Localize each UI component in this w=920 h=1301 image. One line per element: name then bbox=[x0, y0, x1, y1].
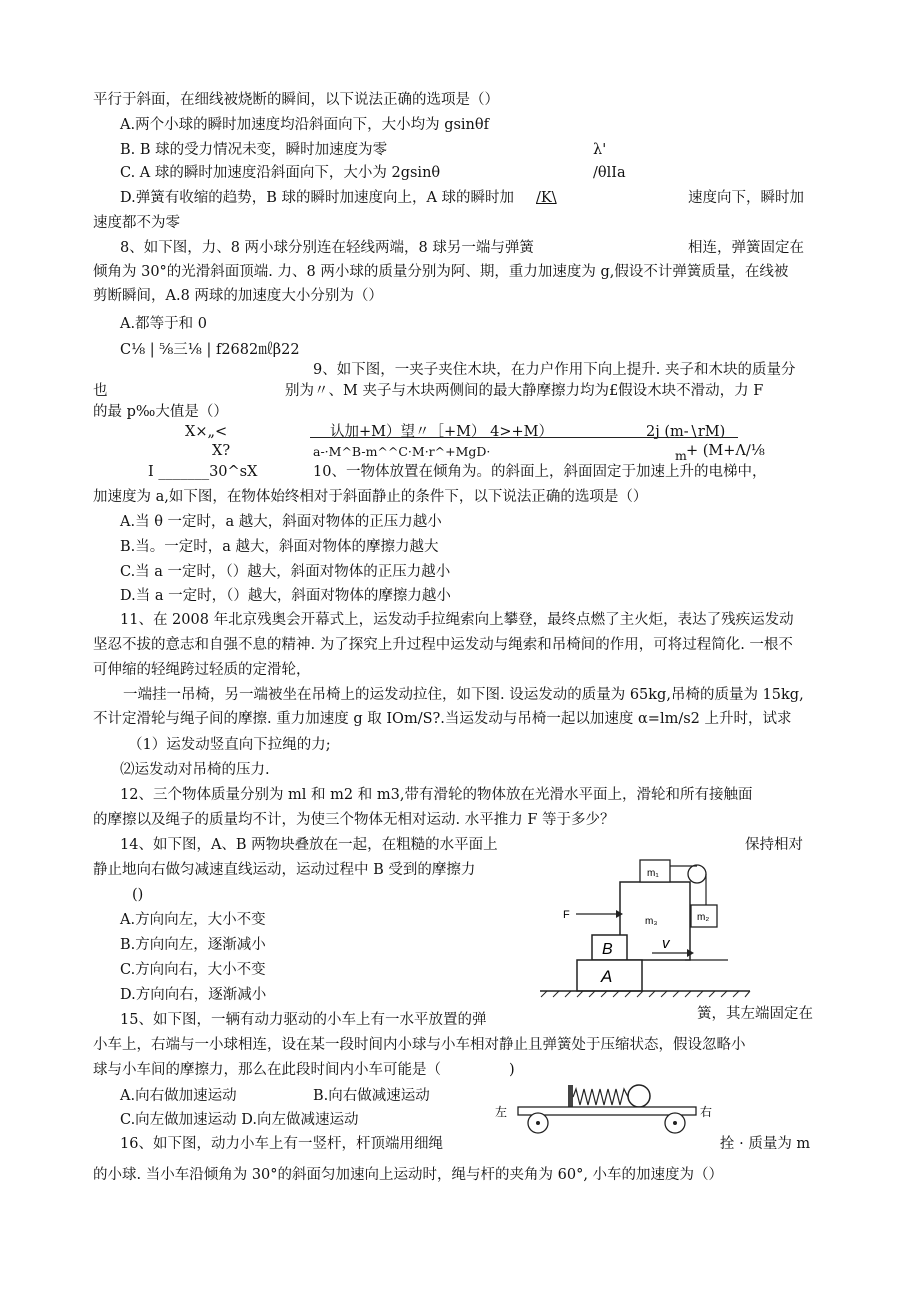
label-F: F bbox=[563, 909, 570, 921]
label-left: 左 bbox=[495, 1105, 508, 1119]
q14-option-d: D.方向向右，逐渐减小 bbox=[120, 987, 267, 1003]
label-A: A bbox=[601, 967, 613, 986]
q7-option-c-noise: /θlIa bbox=[593, 165, 626, 181]
q14-line-1-right: 保持相对 bbox=[745, 837, 803, 853]
q9-garbled-f: + (M+Λ∕⅛ bbox=[686, 443, 765, 459]
q7-stem-tail: 平行于斜面，在细线被烧断的瞬间，以下说法正确的选项是（） bbox=[93, 92, 499, 108]
ground-hatching bbox=[541, 991, 750, 997]
q7-option-c: C. A 球的瞬时加速度沿斜面向下，大小为 2gsinθ bbox=[120, 165, 441, 181]
q9-line-3: 的最 p‰大值是（） bbox=[93, 404, 228, 420]
q9-line-1: 9、如下图，一夹子夹住木块，在力户作用下向上提升. 夹子和木块的质量分 bbox=[313, 362, 796, 378]
q15-option-cd: C.向左做加速运动 D.向左做减速运动 bbox=[120, 1112, 359, 1128]
q11-line-3: 可伸缩的轻绳跨过轻质的定滑轮， bbox=[93, 662, 311, 678]
q11-sub-1: （1）运发动竖直向下拉绳的力; bbox=[128, 737, 331, 753]
q8-line-3: 剪断瞬间，A.8 两球的加速度大小分别为（） bbox=[93, 288, 383, 304]
q10-option-a: A.当 θ 一定时，a 越大，斜面对物体的正压力越小 bbox=[120, 514, 442, 530]
q14-paren: () bbox=[132, 887, 144, 903]
q14-blocks-figure bbox=[535, 930, 755, 1000]
q8-line-1: 8、如下图，力、8 两小球分别连在轻线两端，8 球另一端与弹簧 bbox=[120, 240, 534, 256]
q9-garbled-a: X×„< bbox=[185, 424, 228, 440]
q15-line-1: 15、如下图，一辆有动力驱动的小车上有一水平放置的弹 bbox=[120, 1012, 487, 1028]
pulley-wheel bbox=[688, 865, 706, 883]
q9-garbled-d: X? bbox=[212, 443, 231, 459]
q7-option-d: D.弹簧有收缩的趋势，B 球的瞬时加速度向上，A 球的瞬时加 bbox=[120, 190, 515, 206]
q9-garbled-f-sub: m bbox=[675, 448, 687, 463]
label-v: v bbox=[662, 935, 670, 952]
q15-line-2: 小车上，右端与一小球相连，设在某一段时间内小球与小车相对静止且弹簧处于压缩状态，假设忽略小 bbox=[93, 1037, 746, 1053]
q14-option-a: A.方向向左，大小不变 bbox=[120, 912, 266, 928]
right-axle bbox=[673, 1121, 677, 1125]
q7-option-b-noise: λ' bbox=[593, 142, 607, 158]
q9-garbled-b: 认加+M）望〃［+M） 4>+M） bbox=[330, 424, 553, 440]
q12-line-1: 12、三个物体质量分别为 ml 和 m2 和 m3,带有滑轮的物体放在光滑水平面上，滑轮和所有接触面 bbox=[120, 787, 753, 803]
q7-option-d-noise: /K\ bbox=[536, 190, 557, 206]
q16-line-1-right: 拴 · 质量为 m bbox=[720, 1136, 811, 1152]
q8-option-a: A.都等于和 0 bbox=[120, 316, 207, 332]
label-m1: m₁ bbox=[647, 868, 659, 879]
q15-line-1-right: 簧，其左端固定在 bbox=[697, 1006, 813, 1022]
q7-option-a: A.两个小球的瞬时加速度均沿斜面向下，大小均为 gsinθf bbox=[120, 117, 489, 133]
q10-line-1: 10、一物体放置在倾角为。的斜面上，斜面固定于加速上升的电梯中， bbox=[313, 464, 767, 480]
label-right: 右 bbox=[700, 1105, 713, 1119]
q11-line-1: 11、在 2008 年北京残奥会开幕式上，运发动手拉绳索向上攀登，最终点燃了主火炬，表达了残疾运发动 bbox=[120, 612, 794, 628]
left-axle bbox=[536, 1121, 540, 1125]
q16-line-1: 16、如下图，动力小车上有一竖杆，杆顶端用细绳 bbox=[120, 1136, 443, 1152]
q9-garbled-e: a-·M^B-m^^C·M·r^+MgD· bbox=[313, 444, 491, 459]
q11-line-4: 一端挂一吊椅，另一端被坐在吊椅上的运发动拉住，如下图. 设运发动的质量为 65kg,吊椅的质量为 15kg, bbox=[123, 687, 804, 703]
q14-option-b: B.方向向左，逐渐减小 bbox=[120, 937, 266, 953]
q9-line-2-left: 也 bbox=[93, 383, 108, 399]
q10-option-d: D.当 a 一定时，（）越大，斜面对物体的摩擦力越小 bbox=[120, 588, 451, 604]
q9-fraction-line bbox=[310, 437, 738, 438]
q10-option-b: B.当。一定时，a 越大，斜面对物体的摩擦力越大 bbox=[120, 539, 439, 555]
q16-line-2: 的小球. 当小车沿倾角为 30°的斜面匀加速向上运动时，绳与杆的夹角为 60°, 小车的加速度为（） bbox=[93, 1167, 724, 1183]
q10-option-c: C.当 a 一定时，（）越大，斜面对物体的正压力越小 bbox=[120, 564, 451, 580]
label-m2: m₂ bbox=[697, 912, 710, 923]
q11-line-2: 坚忍不拔的意志和自强不息的精神. 为了探究上升过程中运发动与绳索和吊椅间的作用，可将过程简化. 一根不 bbox=[93, 637, 793, 653]
q7-option-d-tail: 速度都不为零 bbox=[93, 215, 180, 231]
q15-line-3: 球与小车间的摩擦力，那么在此段时间内小车可能是（ bbox=[93, 1062, 441, 1078]
q8-options-garbled: C⅛ | ⅝三⅛ | f2682㎖β22 bbox=[120, 342, 300, 358]
q7-option-b: B. B 球的受力情况未变，瞬时加速度为零 bbox=[120, 142, 388, 158]
ball bbox=[628, 1085, 650, 1107]
q8-line-2: 倾角为 30°的光滑斜面顶端. 力、8 两小球的质量分别为阿、期，重力加速度为 g,假设不计弹簧质量，在线被 bbox=[93, 264, 789, 280]
q9-line-2: 别为〃、M 夹子与木块两侧间的最大静摩擦力均为£假设木块不滑动，力 F bbox=[285, 383, 764, 399]
velocity-arrow-head bbox=[687, 949, 694, 957]
label-m3: m₃ bbox=[645, 916, 658, 927]
q14-line-1: 14、如下图，A、B 两物块叠放在一起，在粗糙的水平面上 bbox=[120, 837, 498, 853]
q15-option-a: A.向右做加速运动 bbox=[120, 1088, 237, 1104]
q11-line-5: 不计定滑轮与绳子间的摩擦. 重力加速度 g 取 IOm/S?.当运发动与吊椅一起以加速度 α=lm∕s2 上升时，试求 bbox=[93, 711, 792, 727]
q8-line-1-right: 相连，弹簧固定在 bbox=[688, 240, 804, 256]
q11-sub-2: ⑵运发动对吊椅的压力. bbox=[120, 762, 270, 778]
q14-line-2: 静止地向右做匀减速直线运动，运动过程中 B 受到的摩擦力 bbox=[93, 862, 476, 878]
q15-option-b: B.向右做减速运动 bbox=[313, 1088, 430, 1104]
cart-body bbox=[518, 1107, 696, 1115]
q14-option-c: C.方向向右，大小不变 bbox=[120, 962, 266, 978]
q7-option-d-right: 速度向下，瞬时加 bbox=[688, 190, 804, 206]
q15-line-3-end: ) bbox=[509, 1062, 515, 1078]
q15-cart-figure bbox=[490, 1075, 720, 1140]
q9-garbled-g: I _______30^sX bbox=[148, 464, 258, 480]
q10-line-2: 加速度为 a,如下图，在物体始终相对于斜面静止的条件下，以下说法正确的选项是（） bbox=[93, 489, 648, 505]
spring-wall bbox=[568, 1085, 573, 1107]
q12-line-2: 的摩擦以及绳子的质量均不计，为使三个物体无相对运动. 水平推力 F 等于多少？ bbox=[93, 812, 615, 828]
label-B: B bbox=[602, 941, 613, 958]
q9-garbled-c: 2j (m-∖rM) bbox=[646, 424, 726, 440]
spring bbox=[573, 1089, 628, 1105]
